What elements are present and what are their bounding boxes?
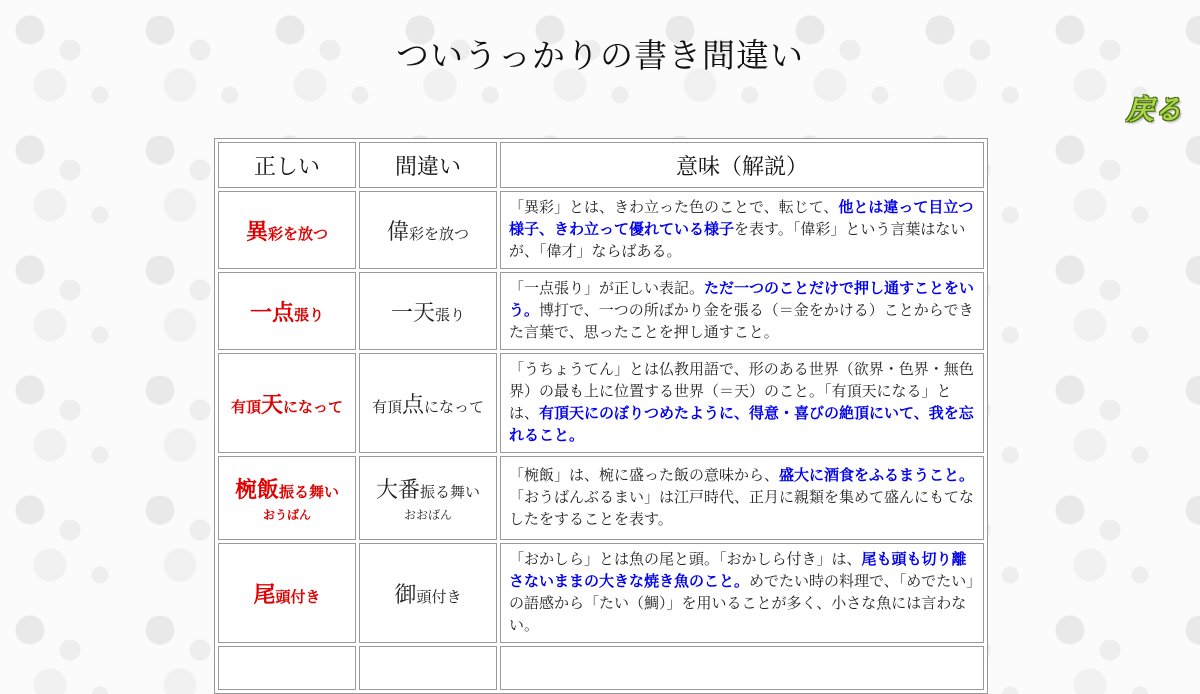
meaning-text: 「異彩」とは、きわ立った色のことで、転じて、	[509, 198, 839, 216]
meaning-text: 「うちょうてん」とは仏教用語で、形のある世界（欲界・色界・無色界）の最も上に位置する世界（＝天）のこと。「有頂天になる」とは、	[509, 360, 974, 422]
meaning-cell	[500, 646, 984, 690]
wrong-cell	[359, 272, 497, 350]
wrong-main: 御	[394, 582, 417, 608]
correct-main: 異	[245, 219, 268, 245]
meaning-highlight: 有頂天にのぼりつめたように、得意・喜びの絶頂にいて、我を忘れること。	[509, 404, 974, 444]
wrong-prefix: 有頂	[371, 397, 402, 416]
meaning-text: 「おうばんぶるまい」は江戸時代、正月に親類を集めて盛んにもてなしたをすることを表す。	[509, 488, 975, 528]
wrong-main: 大番	[375, 478, 420, 503]
meaning-text: を表す。「偉彩」という言葉はないが、「偉才」ならばある。	[509, 220, 966, 260]
table-row	[218, 543, 984, 643]
wrong-rest: 振る舞い	[420, 483, 481, 501]
meaning-text: 「おかしら」とは魚の尾と頭。「おかしら付き」は、	[509, 550, 862, 568]
correct-main: 天	[260, 392, 283, 418]
correct-cell	[218, 191, 356, 269]
correct-cell	[218, 646, 356, 690]
back-button[interactable]: 戻る	[1125, 93, 1182, 126]
correct-cell	[218, 353, 356, 453]
meaning-text: 「一点張り」が正しい表記。	[509, 279, 705, 297]
wrong-cell	[359, 353, 497, 453]
correct-rest: 振る舞い	[279, 483, 340, 501]
wrong-cell	[359, 191, 497, 269]
table-row	[218, 353, 984, 453]
correct-main: 尾	[253, 582, 276, 608]
wrong-rest: 頭付き	[416, 587, 462, 606]
wrong-rest: 彩を放つ	[409, 224, 470, 243]
meaning-highlight: 他とは違って目立つ様子、きわ立って優れている様子	[509, 198, 974, 238]
correct-cell	[218, 272, 356, 350]
header-wrong: 間違い	[359, 142, 497, 188]
wrong-main: 偉	[386, 219, 409, 245]
meaning-highlight: ただ一つのことだけで押し通すことをいう。	[509, 279, 975, 319]
table-header-row	[218, 142, 984, 188]
table-row	[218, 272, 984, 350]
wrong-rest: 張り	[435, 305, 466, 324]
wrong-cell	[359, 543, 497, 643]
header-correct: 正しい	[218, 142, 356, 188]
meaning-highlight: 尾も頭も切り離さないままの大きな焼き魚のこと。	[509, 550, 967, 590]
wrong-rest: になって	[424, 397, 485, 416]
wrong-main: 点	[401, 392, 424, 418]
meaning-text: 「椀飯」は、椀に盛った飯の意味から、	[509, 466, 780, 484]
correct-prefix: 有頂	[230, 397, 261, 416]
correct-reading: おうばん	[262, 508, 311, 522]
table-row	[218, 646, 984, 690]
correct-cell	[218, 456, 356, 540]
misspelling-table	[214, 138, 988, 694]
meaning-text: 博打で、一つの所ばかり金を張る（＝金をかける）ことからできた言葉で、思ったことを押し通すこと。	[509, 301, 974, 341]
correct-rest: 張り	[294, 305, 325, 324]
correct-cell	[218, 543, 356, 643]
correct-rest: になって	[283, 397, 344, 416]
wrong-cell	[359, 646, 497, 690]
table-row	[218, 191, 984, 269]
meaning-text: めでたい時の料理で、「めでたい」の語感から「たい（鯛）」を用いることが多く、小さな魚には言わない。	[509, 572, 974, 634]
header-meaning: 意味（解説）	[500, 142, 984, 188]
wrong-main: 一天	[390, 300, 435, 326]
correct-rest: 頭付き	[275, 587, 321, 606]
correct-rest: 彩を放つ	[268, 224, 329, 243]
page-title: ついうっかりの書き間違い	[396, 36, 804, 75]
meaning-cell	[500, 353, 984, 453]
wrong-reading: おおばん	[403, 508, 452, 522]
correct-main: 椀飯	[234, 478, 279, 503]
meaning-highlight: 盛大に酒食をふるまうこと。	[779, 466, 975, 484]
meaning-cell	[500, 543, 984, 643]
correct-main: 一点	[249, 300, 294, 326]
wrong-cell	[359, 456, 497, 540]
meaning-cell	[500, 272, 984, 350]
meaning-cell	[500, 191, 984, 269]
meaning-cell	[500, 456, 984, 540]
table-row	[218, 456, 984, 540]
